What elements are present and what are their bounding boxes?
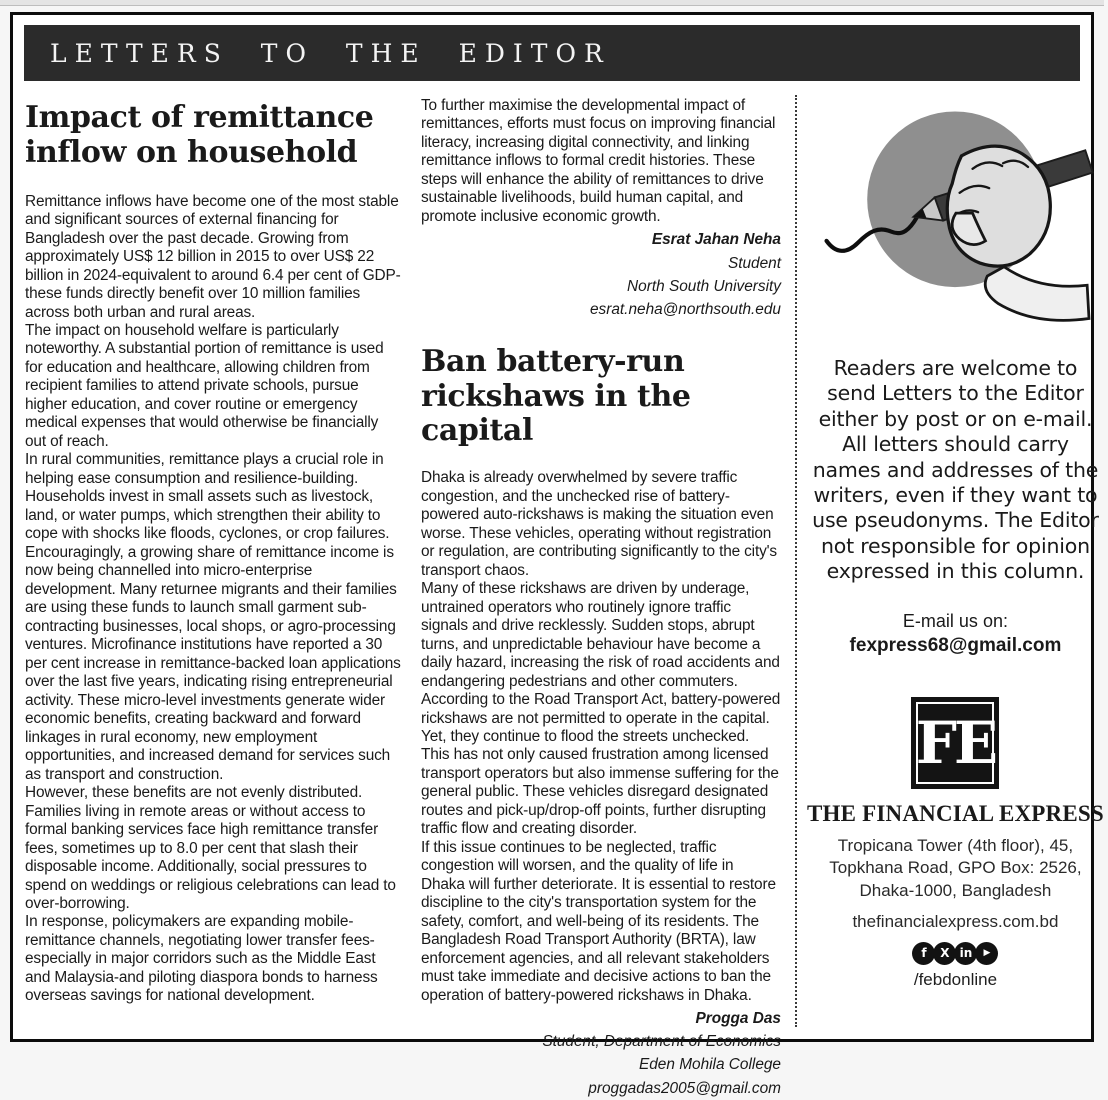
fe-logo [911,697,999,789]
social-icons-row [807,942,1104,965]
linkedin-icon: in [954,942,977,965]
social-handle: /febdonline [913,969,998,989]
signature-email: proggadas2005@gmail.com [588,1079,781,1097]
signature-email: esrat.neha@northsouth.edu [589,300,781,318]
facebook-icon: f [912,942,935,965]
paragraph: The impact on household welfare is particularly noteworthy. A substantial portion of remittance is used for education and healthcare, allowing children from recipient families to attend private schools, pursue higher education, and cover routine or emergency medical expenses that would otherwise be financially out of reach. [25,321,384,450]
page-top-rule [0,0,1104,6]
email-label: E-mail us on: [902,610,1008,631]
letter2-headline-line2: rickshaws in the capital [421,378,691,449]
letter1-headline-line2: inflow on household [25,134,358,170]
letters-page-frame [10,12,1104,1097]
website-url: thefinancialexpress.com.bd [852,911,1059,931]
paragraph: In rural communities, remittance plays a crucial role in helping ease consumption and resilience-building. Households invest in small assets such as livestock, land, or water pumps, which strengthen their ability to cope with shocks like floods, cyclones, or crop failures. Encouragingly, a growing share of remittance income is now being channelled into micro-enterprise development. Many returnee migrants and their families are using these funds to launch small garment sub-contracting businesses, local shops, or agro-processing ventures. Microfinance institutions have reported a 30 per cent increase in remittance-backed loan applications over the last five years, indicating rising entrepreneurial activity. These micro-level investments generate wider economic benefits, creating backward and forward linkages in rural economy, new employment opportunities, and increased demand for services such as transport and construction. [25,451,401,783]
signature-name: Progga Das [695,1010,781,1028]
letter2-headline-line1: Ban battery-run [421,343,685,379]
paragraph: If this issue continues to be neglected, traffic congestion will worsen, and the quality of life in Dhaka will further deteriorate. It is essential to restore discipline to the city's transportation system for the safety, comfort, and well-being of its residents. The Bangladesh Road Transport Authority (BRTA), law enforcement agencies, and all relevant stakeholders must take immediate and decisive actions to ban the operation of battery-powered rickshaws in Dhaka. [421,838,776,1004]
signature-name: Esrat Jahan Neha [651,231,781,249]
address-line: Topkhana Road, GPO Box: 2526, [829,858,1082,878]
paragraph: In response, policymakers are expanding mobile-remittance channels, negotiating lower transfer fees-especially in major corridors such as the Middle East and Malaysia-and piloting diaspora bonds to harness overseas savings for national development. [25,913,378,1005]
address-line: Tropicana Tower (4th floor), 45, [837,835,1074,855]
signature-line: Student, Department of Economics [542,1033,781,1051]
paragraph: Remittance inflows have become one of the most stable and significant sources of external financing for Bangladesh over the past decade. Growing from approximately US$ 12 billion in 2015 to over US$ 22 billion in 2024-equivalent to around 6.4 per cent of GDP-these funds directly benefit over 10 million families across both urban and rural areas. [25,192,401,321]
column-1 [23,93,403,1037]
brand-name: THE FINANCIAL EXPRESS [807,800,1104,826]
contact-email: fexpress68@gmail.com [849,634,1062,656]
signature-line: Student [727,254,781,272]
address-line: Dhaka-1000, Bangladesh [859,880,1052,900]
wrist [986,267,1090,321]
signature-line: North South University [627,277,781,295]
sidebar-column [797,93,1108,1037]
masthead-bar [24,25,1080,81]
paragraph: To further maximise the developmental impact of remittances, efforts must focus on improving financial literacy, increasing digital connectivity, and linking remittance inflows to formal credit histories. These steps will enhance the ability of remittances to drive sustainable livelihoods, build human capital, and promote inclusive economic growth. [421,97,776,225]
columns-container [23,93,1104,1097]
letter1-signature [421,228,781,320]
paragraph: However, these benefits are not evenly distributed. Families living in remote areas or without access to formal banking services face high remittance transfer fees, sometimes up to 8.0 per cent that slash their disposable income. Additionally, social pressures to spend on weddings or religious celebrations can lead to over-borrowing. [25,784,396,912]
paragraph: Dhaka is already overwhelmed by severe traffic congestion, and the unchecked rise of battery-powered auto-rickshaws is making the situation even worse. These vehicles, operating without registration or regulation, are contributing significantly to the city's transport chaos. [421,469,777,579]
letter1-headline-line1: Impact of remittance [25,100,374,135]
letter2-headline [421,345,781,449]
hand-writing-illustration [821,99,1089,331]
publisher-address [807,835,1104,902]
page-title: LETTERS TO THE EDITOR [50,38,611,68]
x-twitter-icon: X [933,942,956,965]
youtube-icon: ▶ [975,942,998,965]
fe-monogram: FE [915,708,996,777]
paragraph: According to the Road Transport Act, battery-powered rickshaws are not permitted to operate in the capital. Yet, they continue to flood the streets unchecked. This has not only caused frustration among licensed transport operators but also immense suffering for the general public. These vehicles disregard designated routes and pick-up/drop-off points, further disrupting traffic flow and creating disorder. [421,691,781,838]
letter1-headline [25,101,401,171]
readers-notice: Readers are welcome to send Letters to the Editor either by post or on e-mail. All letters should carry names and addresses of the writers, even if they want to use pseudonyms. The Editor not responsible for opinion expressed in this column. [812,356,1099,584]
column-2 [403,93,795,1097]
signature-line: Eden Mohila College [638,1056,781,1074]
letter2-signature [421,1007,781,1099]
paragraph: Many of these rickshaws are driven by underage, untrained operators who routinely ignore traffic signals and drive recklessly. Sudden stops, abrupt turns, and unpredictable behaviour have become a daily hazard, increasing the risk of road accidents and endangering pedestrians and other commuters. [421,580,780,690]
